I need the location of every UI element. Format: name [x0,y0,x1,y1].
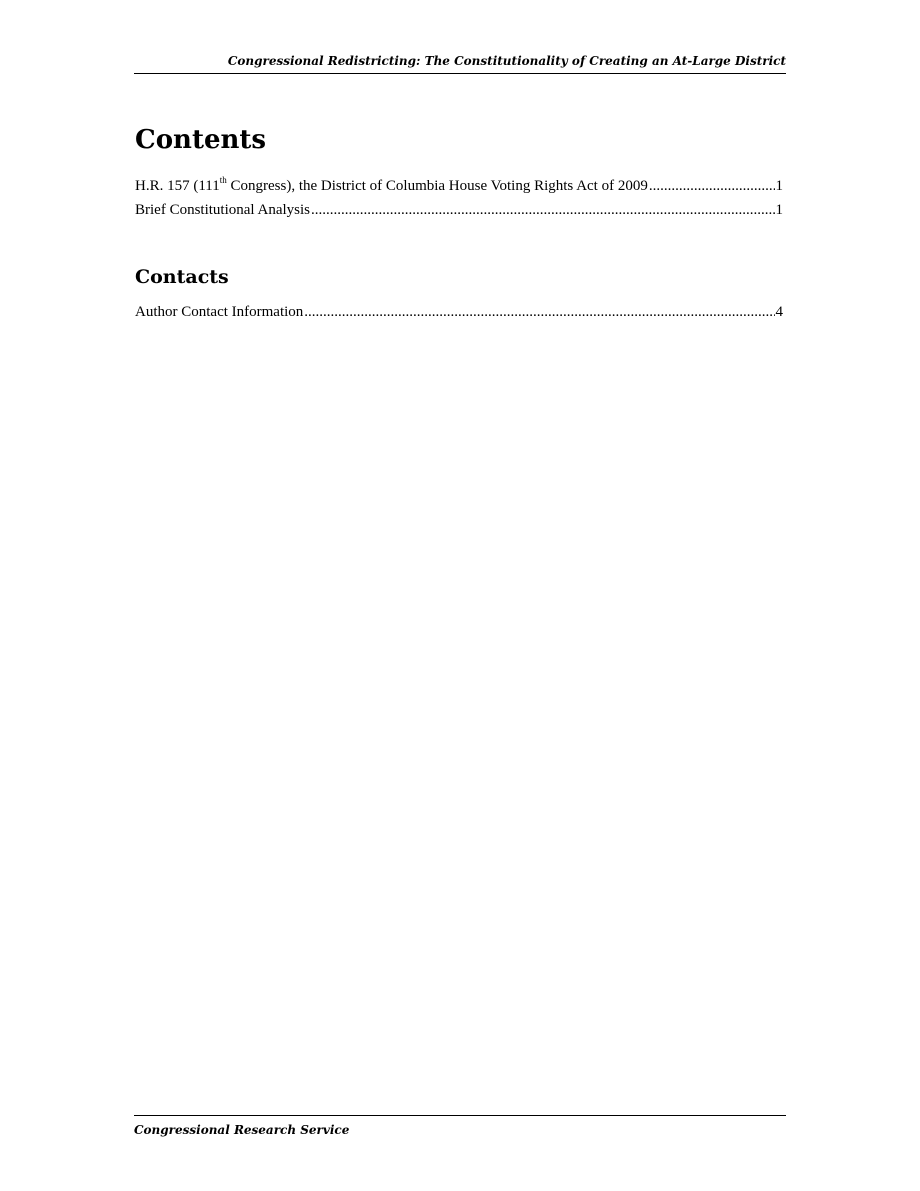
contents-list [135,176,783,224]
running-footer [134,1115,786,1139]
running-footer-text: Congressional Research Service [134,1123,350,1137]
toc-dot-leader [649,176,775,197]
toc-dot-leader [304,302,774,323]
toc-entry-hr157[interactable] [135,176,783,200]
toc-entry-title: Author Contact Information [135,304,304,320]
toc-entry-title-superscript: th [219,175,227,185]
toc-entry-author-contact[interactable] [135,302,783,326]
contents-heading: Contents [135,125,267,155]
toc-entry-title-prefix: H.R. 157 (111 [135,178,220,194]
toc-entry-title [135,176,648,197]
running-header [134,52,786,74]
toc-entry-title: Brief Constitutional Analysis [135,202,310,218]
toc-dot-leader [311,200,775,221]
contacts-list [135,302,783,326]
toc-entry-constitutional-analysis[interactable] [135,200,783,224]
running-header-title: Congressional Redistricting: The Constitutionality of Creating an At-Large District [227,54,786,68]
toc-page-number: 4 [775,304,783,320]
toc-entry-title-suffix: Congress), the District of Columbia House Voting Rights Act of 2009 [226,178,648,194]
toc-page-number: 1 [775,202,783,218]
contacts-heading: Contacts [135,266,229,288]
toc-page-number: 1 [775,178,783,194]
